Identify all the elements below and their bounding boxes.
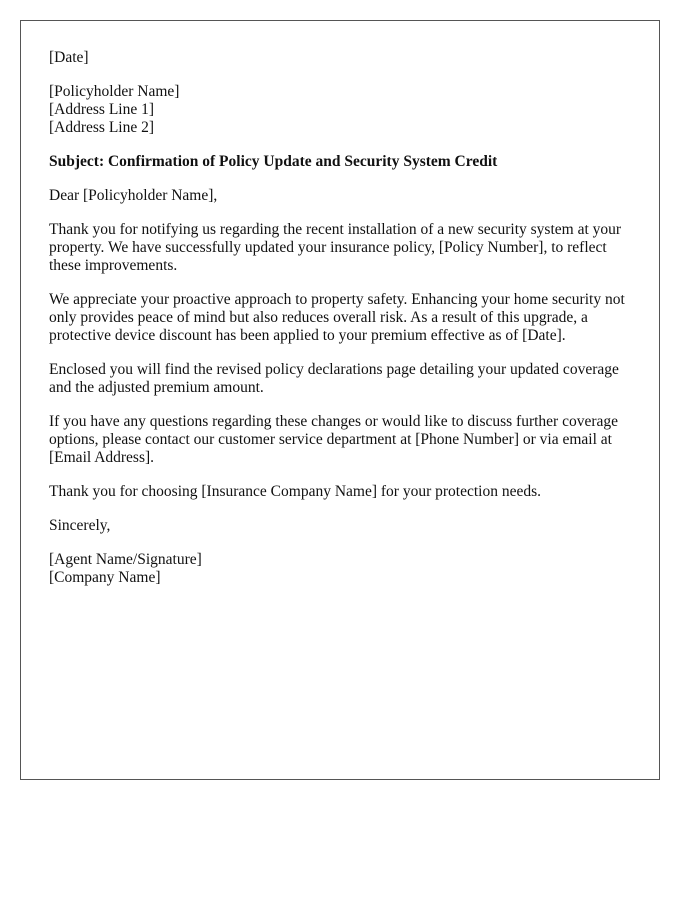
body-paragraph-3: Enclosed you will find the revised policy declarations page detailing your updated coverage and the adjusted premium amount. (49, 361, 619, 396)
closing: Sincerely, (49, 517, 111, 534)
body-paragraph-5: Thank you for choosing [Insurance Company Name] for your protection needs. (49, 483, 541, 500)
body-paragraph-1: Thank you for notifying us regarding the recent installation of a new security system at your property. We have successfully updated your insurance policy, [Policy Number], to reflect these improvements. (49, 221, 622, 274)
letter-page (20, 20, 660, 780)
salutation: Dear [Policyholder Name], (49, 187, 218, 204)
address-line-2: [Address Line 2] (49, 119, 155, 136)
company-name: [Company Name] (49, 569, 161, 586)
signature-block (49, 551, 631, 587)
recipient-name: [Policyholder Name] (49, 83, 180, 100)
body-paragraph-4: If you have any questions regarding these changes or would like to discuss further coverage options, please contact our customer service department at [Phone Number] or via email at [Email Address]. (49, 413, 619, 466)
recipient-address (49, 83, 631, 137)
letter-date: [Date] (49, 49, 89, 66)
agent-signature: [Agent Name/Signature] (49, 551, 202, 568)
letter-subject: Subject: Confirmation of Policy Update and Security System Credit (49, 153, 498, 170)
body-paragraph-2: We appreciate your proactive approach to property safety. Enhancing your home security not only provides peace of mind but also reduces overall risk. As a result of this upgrade, a protective device discount has been applied to your premium effective as of [Date]. (49, 291, 625, 344)
address-line-1: [Address Line 1] (49, 101, 155, 118)
